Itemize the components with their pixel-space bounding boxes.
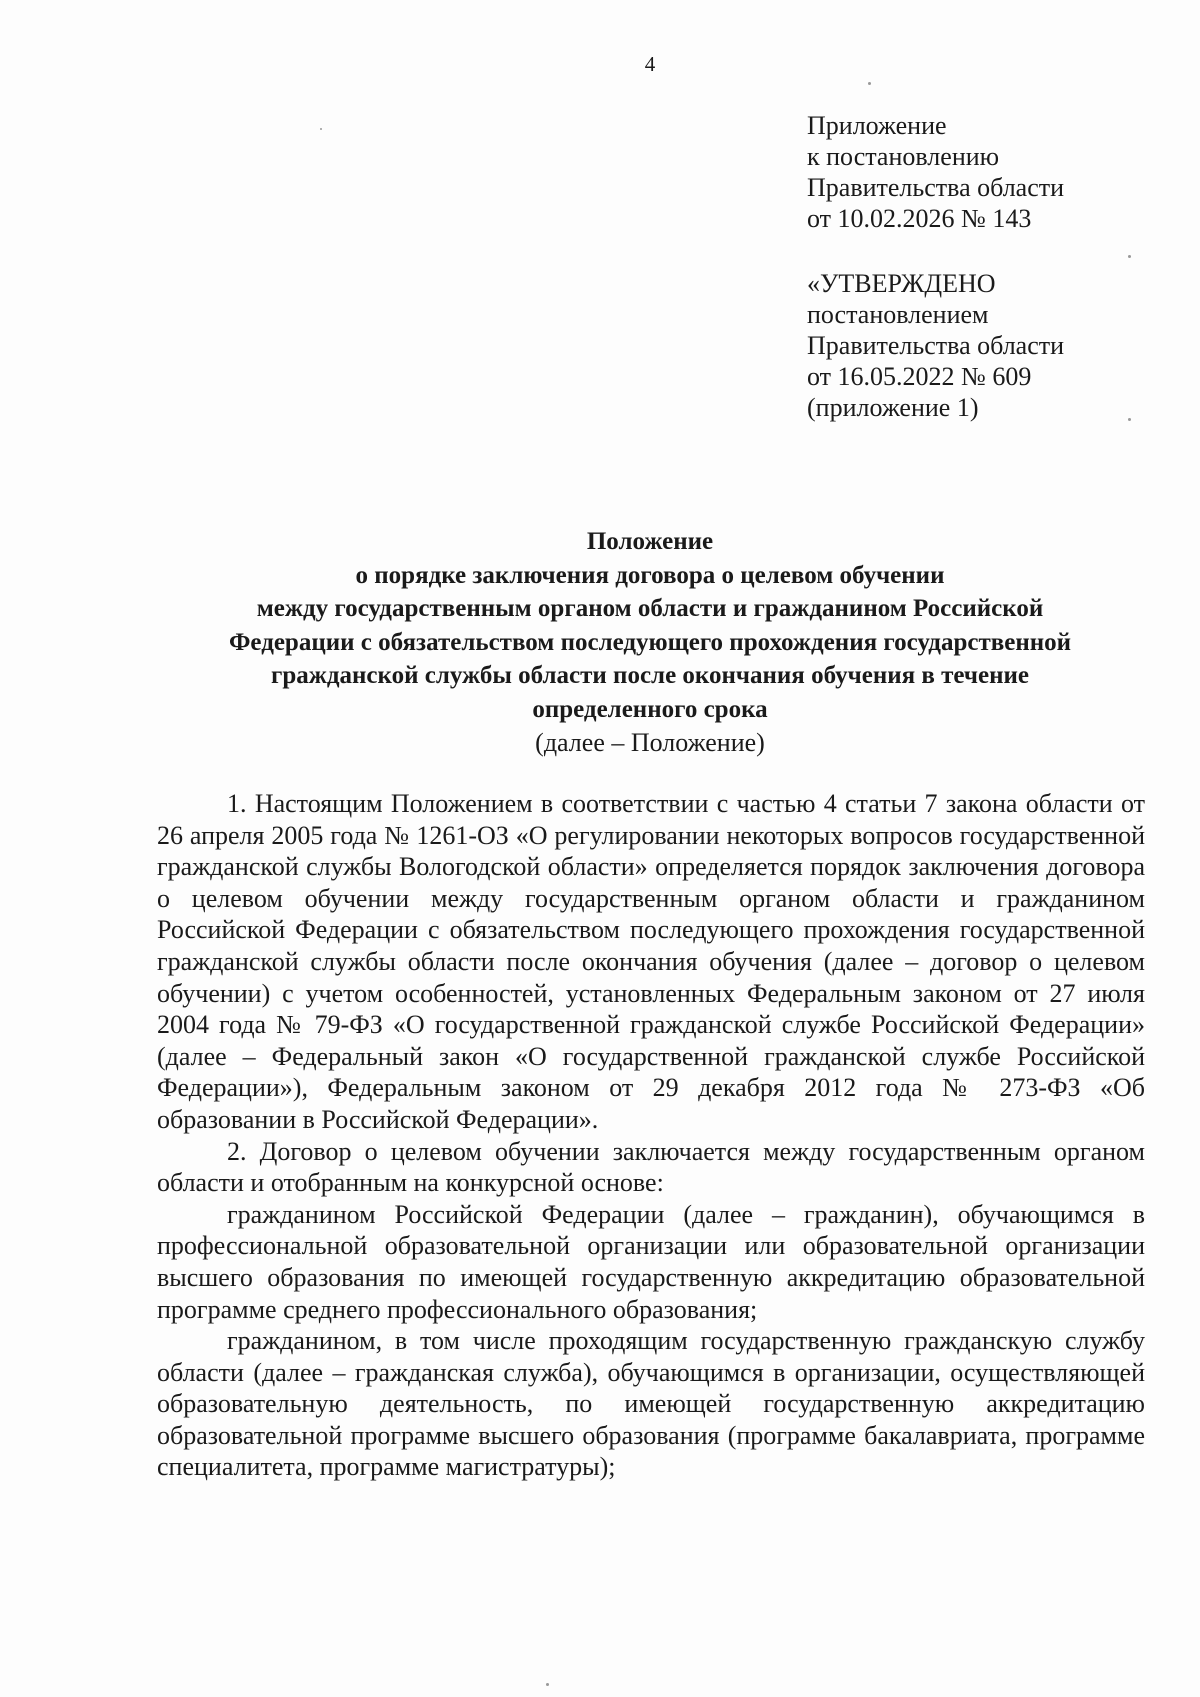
approval-line: от 16.05.2022 № 609 — [807, 362, 1032, 391]
paragraph-2-item-1: гражданином Российской Федерации (далее – гражданин), обучающимся в профессиональной образовательной организации или образовательной организации высшего образования по имеющей государственную аккредитацию образовательной программе среднего профессионального образования; — [157, 1199, 1145, 1324]
scan-speck — [868, 82, 871, 85]
title-line: определенного срока — [532, 695, 768, 723]
approval-line: Правительства области — [807, 331, 1065, 360]
page-number: 4 — [644, 52, 656, 76]
document-body — [157, 788, 1145, 1483]
paragraph-1: 1. Настоящим Положением в соответствии с частью 4 статьи 7 закона области от 26 апреля 2005 года № 1261-ОЗ «О регулировании некоторых вопросов государственной гражданской службы Вологодской области» определяется порядок заключения договора о целевом обучении между государственным органом области и гражданином Российской Федерации с обязательством последующего прохождения государственной гражданской службы области после окончания обучения (далее – договор о целевом обучении) с учетом особенностей, установленных Федеральным законом от 27 июля 2004 года № 79-ФЗ «О государственной гражданской службе Российской Федерации» (далее – Федеральный закон «О государственной гражданской службе Российской Федерации»), Федеральным законом от 29 декабря 2012 года № 273-ФЗ «Об образовании в Российской Федерации». — [157, 789, 1145, 1134]
approval-line: (приложение 1) — [807, 393, 979, 422]
scan-speck — [1128, 255, 1131, 258]
scan-speck — [546, 1683, 549, 1686]
approval-line: «УТВЕРЖДЕНО — [807, 269, 996, 298]
document-title — [150, 525, 1150, 760]
paragraph-2: 2. Договор о целевом обучении заключается между государственным органом области и отобранным на конкурсной основе: — [157, 1136, 1145, 1198]
appendix-reference — [807, 110, 1064, 234]
approval-line: постановлением — [807, 300, 989, 329]
appendix-line: Приложение — [807, 111, 947, 140]
appendix-line: к постановлению — [807, 142, 1000, 171]
scan-speck — [1128, 418, 1131, 421]
title-line: гражданской службы области после окончания обучения в течение — [270, 662, 1030, 689]
appendix-line: от 10.02.2026 № 143 — [807, 204, 1032, 233]
title-line: Положение — [586, 528, 714, 555]
appendix-line: Правительства области — [807, 173, 1065, 202]
title-line: о порядке заключения договора о целевом обучении — [355, 561, 945, 589]
scan-speck — [320, 128, 322, 130]
title-line: Федерации с обязательством последующего прохождения государственной — [228, 628, 1072, 656]
title-line: между государственным органом области и гражданином Российской — [256, 595, 1044, 622]
paragraph-2-item-2: гражданином, в том числе проходящим государственную гражданскую службу области (далее – гражданская служба), обучающимся в организации, осуществляющей образовательную деятельность, по имеющей государственную аккредитацию образовательной программе высшего образования (программе бакалавриата, программе специалитета, программе магистратуры); — [157, 1326, 1145, 1482]
title-subtitle: (далее – Положение) — [535, 728, 765, 757]
approval-stamp-text — [807, 268, 1064, 423]
